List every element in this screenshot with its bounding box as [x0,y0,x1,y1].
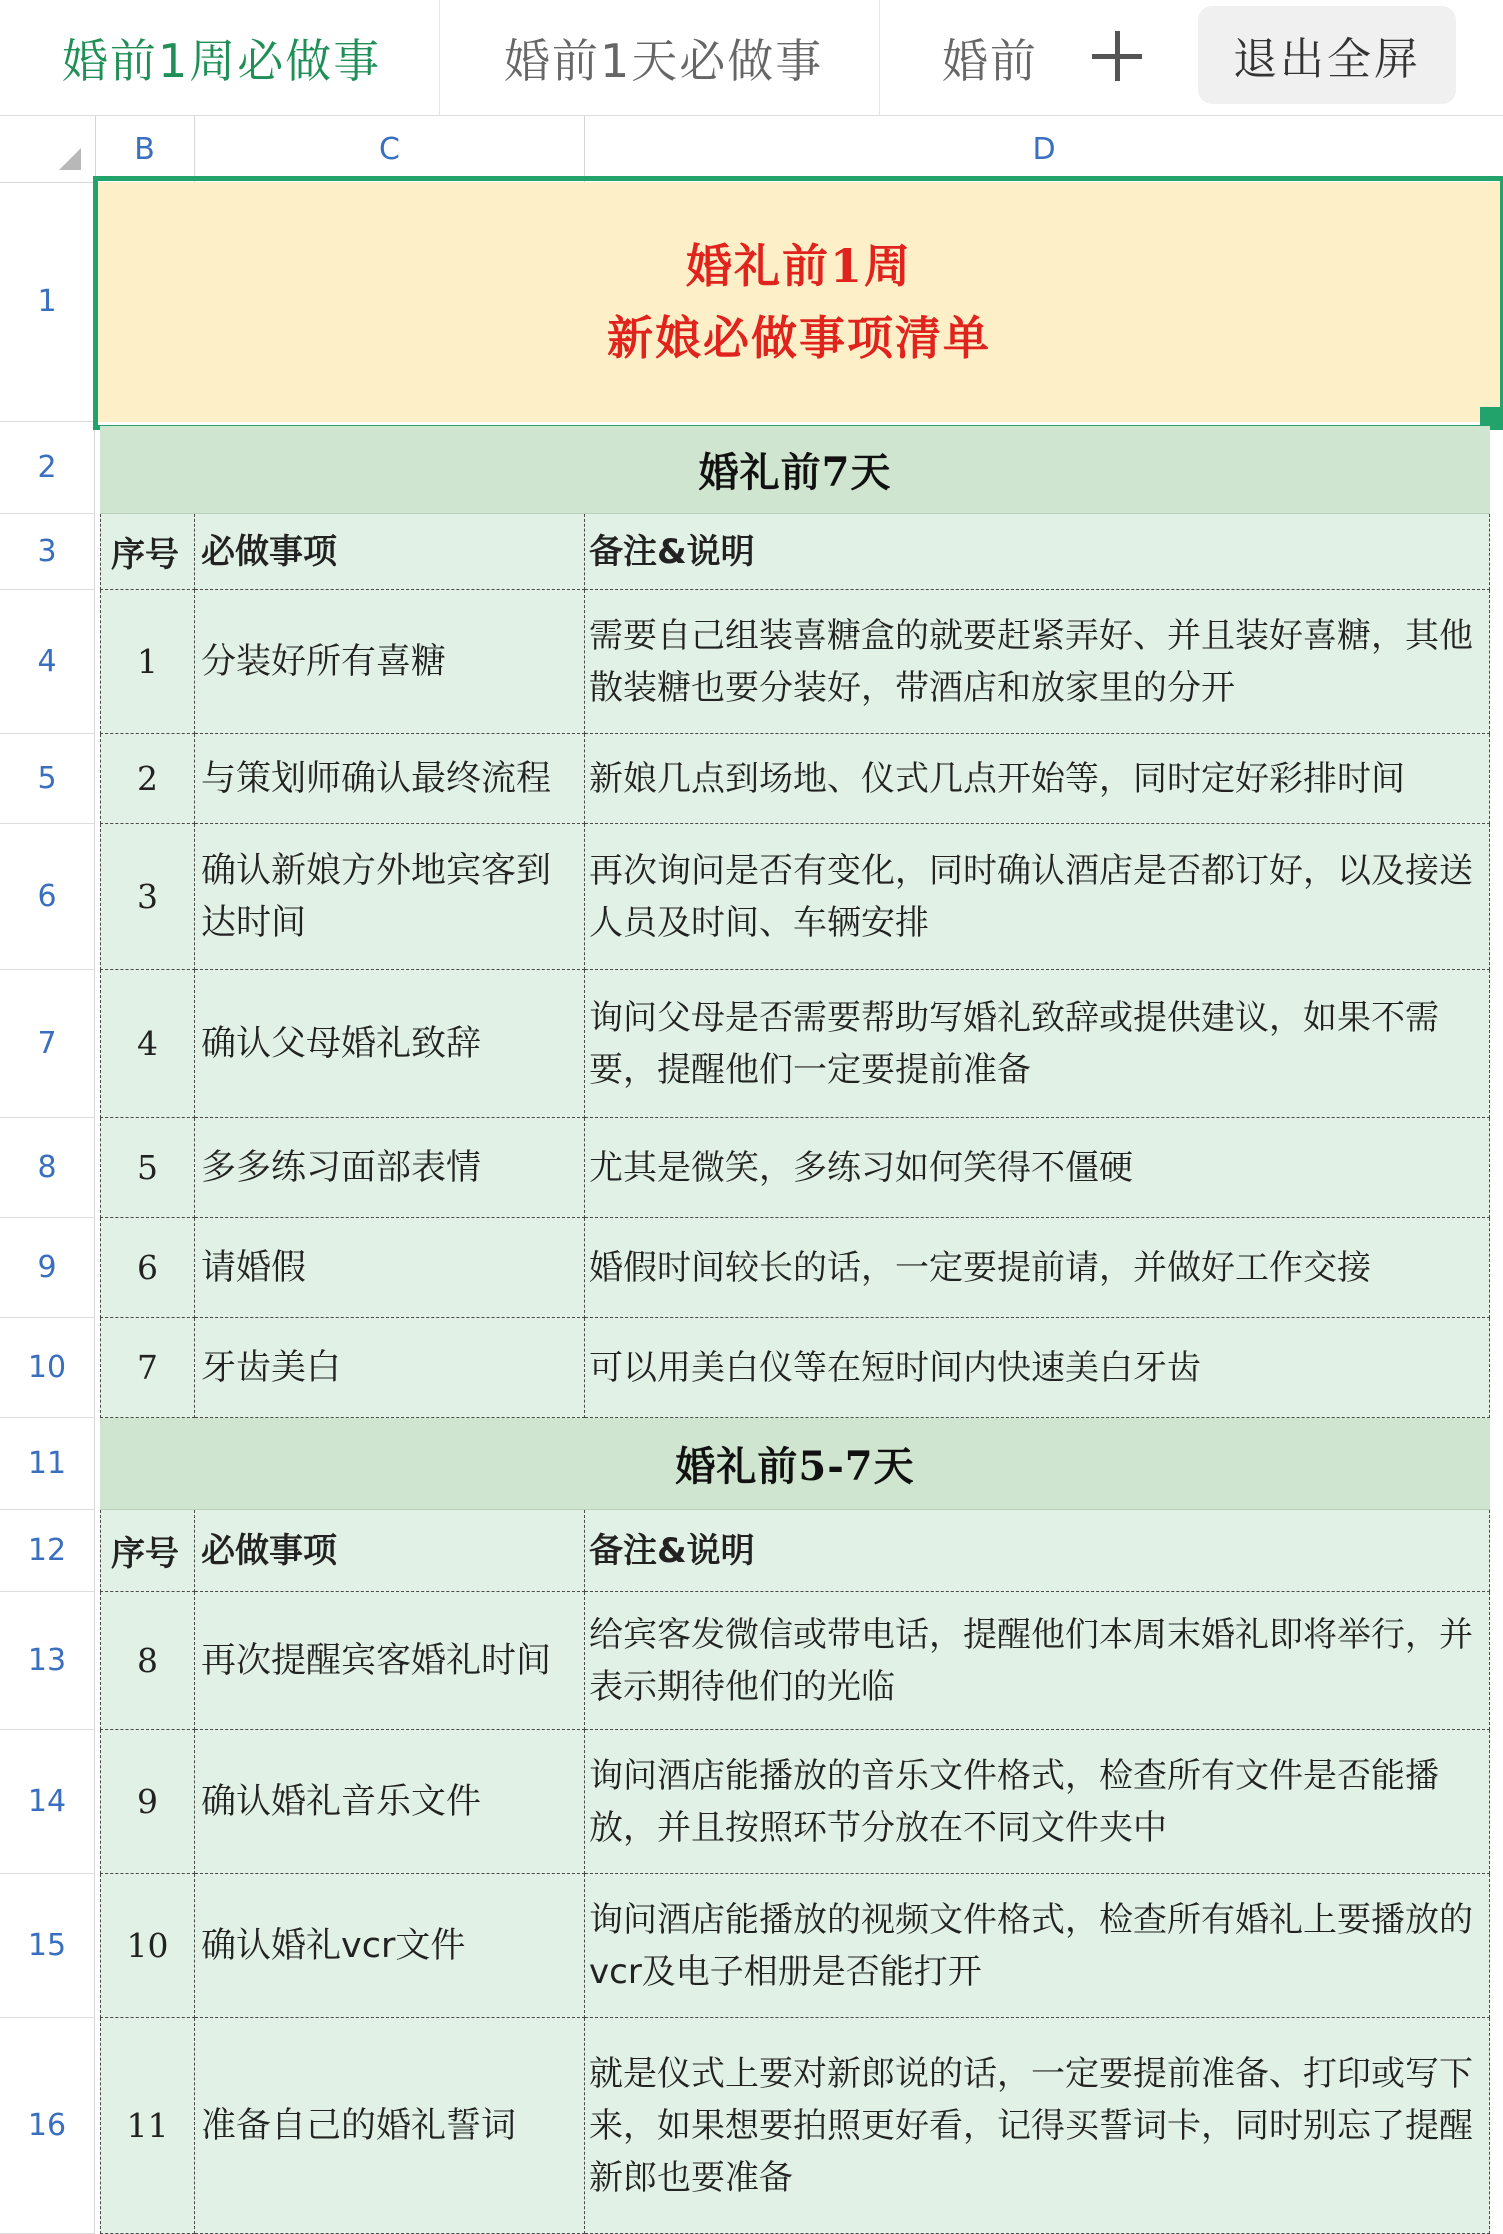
corner-triangle-icon [59,148,81,170]
cell-note[interactable]: 给宾客发微信或带电话，提醒他们本周末婚礼即将举行，并表示期待他们的光临 [585,1592,1490,1730]
tab-day-before[interactable] [440,0,880,115]
table-row [100,734,1490,824]
header-task[interactable]: 必做事项 [195,1510,585,1592]
row-header-16[interactable]: 16 [0,2018,95,2234]
row-header-10[interactable]: 10 [0,1318,95,1418]
row-header-7[interactable]: 7 [0,970,95,1118]
header-num[interactable]: 序号 [100,514,195,590]
row-header-11[interactable]: 11 [0,1418,95,1510]
tab-third[interactable] [880,0,1080,115]
sheet-tab-bar [0,0,1503,116]
tab-label: 婚前1周必做事 [62,33,382,88]
column-header-bar [0,116,1503,183]
table-row [100,1318,1490,1418]
row-header-2[interactable]: 2 [0,422,95,514]
title-line-1: 婚礼前1周 [685,239,912,293]
cell-task[interactable]: 与策划师确认最终流程 [195,734,585,824]
row-header-6[interactable]: 6 [0,824,95,970]
header-task[interactable]: 必做事项 [195,514,585,590]
cell-num[interactable]: 11 [100,2018,195,2234]
table-header-row [100,1510,1490,1592]
cell-note[interactable]: 尤其是微笑，多练习如何笑得不僵硬 [585,1118,1490,1218]
cell-task[interactable]: 确认婚礼音乐文件 [195,1730,585,1874]
cell-num[interactable]: 6 [100,1218,195,1318]
table-row [100,1592,1490,1730]
cell-note[interactable]: 可以用美白仪等在短时间内快速美白牙齿 [585,1318,1490,1418]
cell-task[interactable]: 再次提醒宾客婚礼时间 [195,1592,585,1730]
cell-task[interactable]: 确认父母婚礼致辞 [195,970,585,1118]
cell-note[interactable]: 询问酒店能播放的视频文件格式，检查所有婚礼上要播放的vcr及电子相册是否能打开 [585,1874,1490,2018]
table-row [100,1874,1490,2018]
cell-num[interactable]: 7 [100,1318,195,1418]
tab-label: 婚前1天必做事 [504,33,824,88]
table-row [100,1118,1490,1218]
row-header-8[interactable]: 8 [0,1118,95,1218]
cell-task[interactable]: 确认新娘方外地宾客到达时间 [195,824,585,970]
row-header-3[interactable]: 3 [0,514,95,590]
table-header-row [100,514,1490,590]
row-header-15[interactable]: 15 [0,1874,95,2018]
cell-note[interactable]: 询问酒店能播放的音乐文件格式，检查所有文件是否能播放，并且按照环节分放在不同文件夹中 [585,1730,1490,1874]
cell-note[interactable]: 再次询问是否有变化，同时确认酒店是否都订好，以及接送人员及时间、车辆安排 [585,824,1490,970]
tab-week-before[interactable] [0,0,440,115]
table-row [100,970,1490,1118]
section-heading[interactable]: 婚礼前5-7天 [100,1418,1490,1510]
section-heading[interactable]: 婚礼前7天 [100,426,1490,514]
exit-fullscreen-button[interactable]: 退出全屏 [1198,6,1456,104]
plus-icon[interactable] [1088,27,1146,85]
row-header-5[interactable]: 5 [0,734,95,824]
title-cell[interactable] [95,182,1503,422]
header-num[interactable]: 序号 [100,1510,195,1592]
cell-note[interactable]: 需要自己组装喜糖盒的就要赶紧弄好、并且装好喜糖，其他散装糖也要分装好，带酒店和放家里的分开 [585,590,1490,734]
cell-num[interactable]: 9 [100,1730,195,1874]
tab-label: 婚前 [942,33,1038,88]
header-note[interactable]: 备注&说明 [585,1510,1490,1592]
row-header-1[interactable]: 1 [0,182,95,422]
cell-task[interactable]: 多多练习面部表情 [195,1118,585,1218]
row-header-4[interactable]: 4 [0,590,95,734]
cell-num[interactable]: 8 [100,1592,195,1730]
table-row [100,824,1490,970]
cell-num[interactable]: 3 [100,824,195,970]
row-header-13[interactable]: 13 [0,1592,95,1730]
cell-num[interactable]: 4 [100,970,195,1118]
cell-task[interactable]: 请婚假 [195,1218,585,1318]
row-header-14[interactable]: 14 [0,1730,95,1874]
cell-task[interactable]: 准备自己的婚礼誓词 [195,2018,585,2234]
cell-note[interactable]: 询问父母是否需要帮助写婚礼致辞或提供建议，如果不需要，提醒他们一定要提前准备 [585,970,1490,1118]
cell-task[interactable]: 牙齿美白 [195,1318,585,1418]
cell-note[interactable]: 新娘几点到场地、仪式几点开始等，同时定好彩排时间 [585,734,1490,824]
header-note[interactable]: 备注&说明 [585,514,1490,590]
cell-note[interactable]: 就是仪式上要对新郎说的话，一定要提前准备、打印或写下来，如果想要拍照更好看，记得买誓词卡，同时别忘了提醒新郎也要准备 [585,2018,1490,2234]
select-all-corner[interactable] [0,116,96,182]
table-row [100,590,1490,734]
cell-num[interactable]: 5 [100,1118,195,1218]
cell-num[interactable]: 1 [100,590,195,734]
cell-num[interactable]: 10 [100,1874,195,2018]
cell-note[interactable]: 婚假时间较长的话，一定要提前请，并做好工作交接 [585,1218,1490,1318]
title-line-2: 新娘必做事项清单 [607,311,991,365]
table-row [100,1730,1490,1874]
row-header-9[interactable]: 9 [0,1218,95,1318]
table-row [100,1218,1490,1318]
cell-task[interactable]: 分装好所有喜糖 [195,590,585,734]
cell-task[interactable]: 确认婚礼vcr文件 [195,1874,585,2018]
column-header-d[interactable]: D [1032,131,1056,167]
row-header-12[interactable]: 12 [0,1510,95,1592]
cell-num[interactable]: 2 [100,734,195,824]
column-header-b[interactable]: B [95,116,195,182]
table-row [100,2018,1490,2234]
column-header-c[interactable]: C [195,116,585,182]
